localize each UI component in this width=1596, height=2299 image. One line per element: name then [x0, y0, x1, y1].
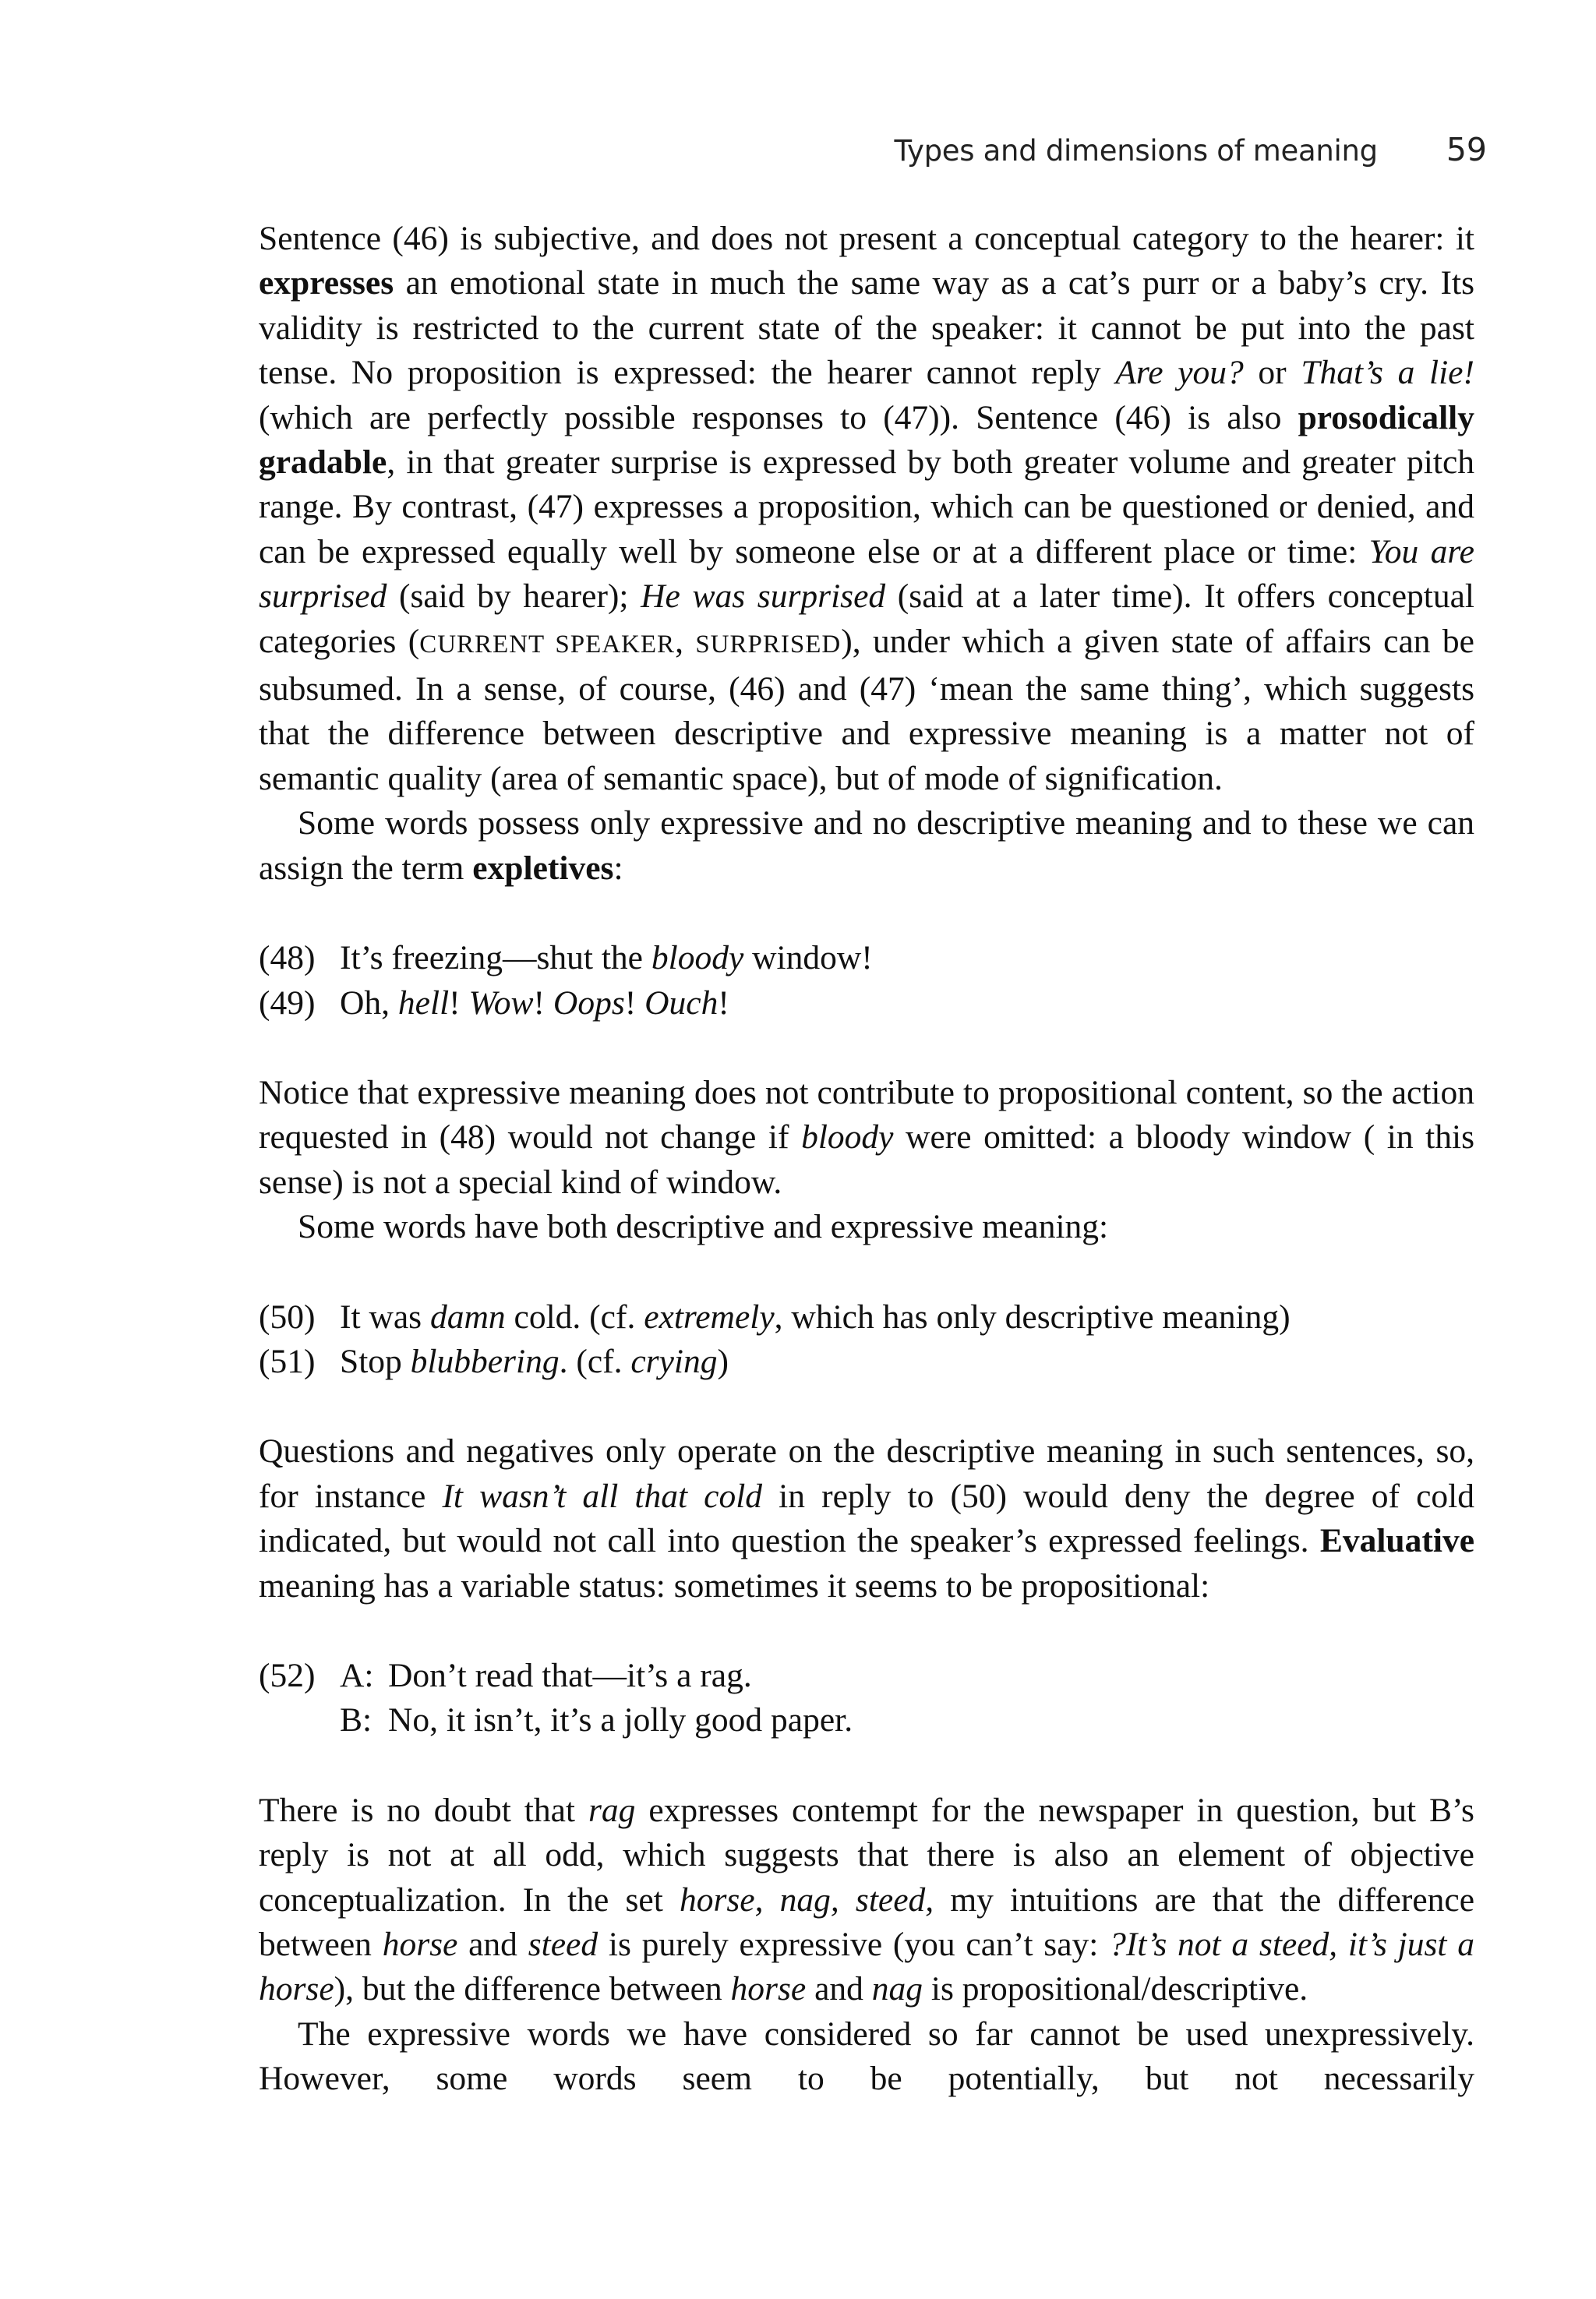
- paragraph-4: Some words have both descriptive and expressive meaning:: [298, 1208, 1109, 1246]
- example-text: It’s freezing—shut the bloody window!: [340, 939, 873, 977]
- example-text: Stop blubbering. (cf. crying): [340, 1342, 729, 1380]
- paragraph-2: Some words possess only expressive and no descriptive meaning and to these we can assign the term expletives:: [259, 804, 1474, 887]
- example-text: Oh, hell! Wow! Oops! Ouch!: [340, 984, 729, 1022]
- term-expresses: expresses: [259, 264, 394, 302]
- example-text: It was damn cold. (cf. extremely, which has only descriptive meaning): [340, 1298, 1291, 1336]
- term-expletives: expletives: [472, 849, 614, 887]
- example-number: (51): [259, 1342, 316, 1380]
- paragraph-7: The expressive words we have considered so far cannot be used unexpressively. However, some words seem to be potentially, but not necessarily: [259, 2015, 1474, 2098]
- paragraph-3: Notice that expressive meaning does not contribute to propositional content, so the action requested in (48) would not change if bloody were omitted: a bloody window ( in this sense) is not a special kind of window.: [259, 1073, 1475, 1201]
- paragraph-1: Sentence (46) is subjective, and does not present a conceptual category to the hearer: it expresses an emotional state in much the same way as a cat’s purr or a baby’s cry. Its validity is restricted to the current state of the speaker: it cannot be put into the past tense. No proposition is expressed: the hearer cannot reply Are you? or That’s a lie! (which are perfectly possible responses to (47)). Sentence (46) is also prosodically gradable, in that greater surprise is expressed by both greater volume and greater pitch range. By contrast, (47) expresses a proposition, which can be questioned or denied, and can be expressed equally well by someone else or at a different place or time: You are surprised (said by hearer); He was surprised (said at a later time). It offers conceptual categories (CURRENT SPEAKER, SURPRISED), under which a given state of affairs can be subsumed. In a sense, of course, (46) and (47) ‘mean the same thing’, which suggests that the difference between descriptive and expressive meaning is a matter not of semantic quality (area of semantic space), but of mode of signification.: [259, 220, 1474, 797]
- speaker-a-text: Don’t read that—it’s a rag.: [388, 1656, 752, 1694]
- example-51: [259, 1340, 1474, 1384]
- term-prosodically-gradable: prosodically gradable: [259, 398, 1474, 482]
- speaker-b-text: No, it isn’t, it’s a jolly good paper.: [388, 1701, 853, 1739]
- example-52-a: [259, 1654, 1474, 1698]
- small-caps-surprised: SURPRISED: [695, 630, 842, 659]
- page-number: 59: [1446, 131, 1487, 168]
- example-number: (50): [259, 1298, 316, 1336]
- term-evaluative: Evaluative: [1319, 1522, 1474, 1560]
- running-title: Types and dimensions of meaning: [894, 134, 1378, 168]
- example-number: (52): [259, 1656, 316, 1694]
- examples-48-49: [259, 936, 1474, 1026]
- page-body: [259, 217, 1474, 2102]
- example-48: [259, 936, 1474, 980]
- speaker-b-label: B:: [340, 1701, 373, 1739]
- examples-50-51: [259, 1295, 1474, 1385]
- speaker-a-label: A:: [340, 1656, 374, 1694]
- page-header: [0, 131, 1487, 168]
- small-caps-current-speaker: CURRENT SPEAKER: [419, 630, 676, 659]
- example-number: (49): [259, 984, 316, 1022]
- example-50: [259, 1295, 1474, 1340]
- example-49: [259, 981, 1474, 1026]
- example-number: (48): [259, 939, 316, 977]
- paragraph-6: There is no doubt that rag expresses contempt for the newspaper in question, but B’s reply is not at all odd, which suggests that there is also an element of objective conceptualization. In the set horse, nag, steed, my intuitions are that the difference between horse and steed is purely expressive (you can’t say: ?It’s not a steed, it’s just a horse), but the difference between horse and nag is propositional/descriptive.: [259, 1791, 1475, 2008]
- example-52-b: [259, 1698, 1474, 1743]
- paragraph-5: Questions and negatives only operate on the descriptive meaning in such sentences, so, for instance It wasn’t all that cold in reply to (50) would deny the degree of cold indicated, but would not call into question the speaker’s expressed feelings. Evaluative meaning has a variable status: sometimes it seems to be propositional:: [259, 1432, 1474, 1605]
- example-52: [259, 1654, 1474, 1743]
